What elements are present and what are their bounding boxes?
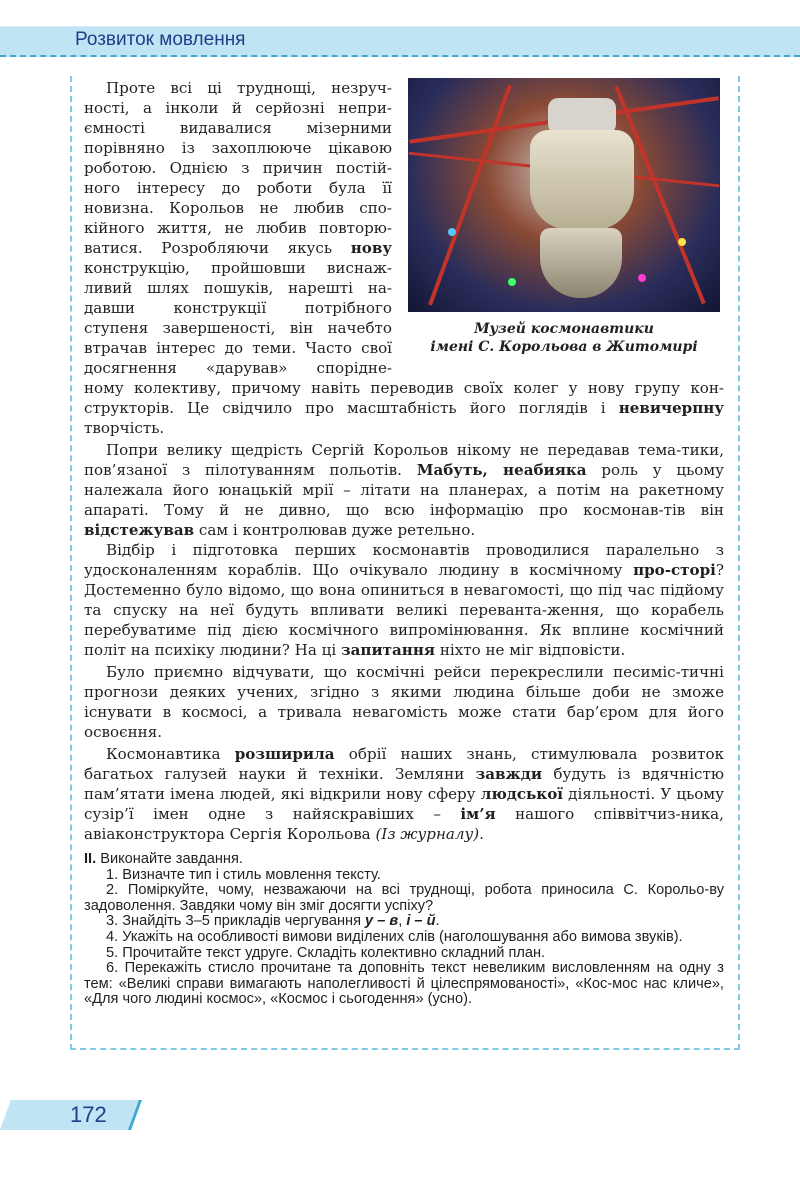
- museum-photo: [408, 78, 720, 312]
- task-item: 2. Поміркуйте, чому, незважаючи на всі труднощі, робота приносила С. Корольо-ву задоволення. Завдяки чому він зміг досягти успіху?: [84, 882, 724, 914]
- paragraph-1-continued: ному колективу, причому навіть переводив своїх колег у нову групу кон- структорів. Це свідчило про масштабність його поглядів і невичерпну творчість.: [84, 379, 724, 437]
- task-item: 5. Прочитайте текст удруге. Складіть колективно складний план.: [106, 944, 546, 961]
- task-heading: II. Виконайте завдання.: [84, 851, 243, 867]
- task-item: 1. Визначте тип і стиль мовлення тексту.: [106, 866, 381, 883]
- paragraph-1: Проте всі ці труднощі, незруч- ності, а інколи й серйозні непри- ємності видавалися мізерними порівняно із захоплюючe цікавою роботою. Однією з причин постій- ного інтересу до роботи була її новизна. Корольов не любив спо- кійного життя, не любив повторю- ватися. Розробляючи якусь нову конструкцію, пройшовши виснаж- ливий шлях пошуків, нарешті на- давши конструкції потрібного ступеня завершеності, він начебто втрачав інтерес до теми. Часто свої досягнення «дарував» споріднe-: [84, 79, 392, 377]
- task-item: 6. Перекажіть стисло прочитане та доповніть текст невеликим висловленням на одну з тем: «Великі справи вимагають наполегливості й цілеспрямованості», «Кос-мос нас кличе», «Для чого людині космос», «Космос і сьогодення» (усно).: [84, 960, 724, 1008]
- task-item: 3. Знайдіть 3–5 прикладів чергування у – в, і – й.: [106, 913, 440, 930]
- section-title: Розвиток мовлення: [75, 29, 246, 50]
- paragraph-4: Було приємно відчувати, що космічні рейси перекреслили песиміс-тичні прогнози деяких учених, згідно з якими людина більше доби не зможе існувати в космосі, а тривала невагомість може стати бар’єром для його освоєння.: [84, 663, 724, 741]
- paragraph-5: Космонавтика розширила обрії наших знань, стимулювала розвиток багатьох галузей науки й техніки. Земляни завжди будуть із вдячністю пам’ятати імена людей, які відкрили нову сферу людської діяльності. У цьому сузір’ї імен одне з найяскравіших – ім’я нашого співвітчиз-ника, авіаконструктора Сергія Корольова (Із журналу).: [84, 745, 725, 843]
- paragraph-2: Попри велику щедрість Сергій Корольов нікому не передавав тема-тики, пов’язаної з пілотуванням польотів. Мабуть, неабияка роль у цьому належала його юнацькій мрії – літати на планерах, а потім на ракетному апараті. Тому й не дивно, що всю інформацію про космонав-тів він відстежував сам і контролював дуже ретельно.: [84, 441, 724, 539]
- task-item: 4. Укажіть на особливості вимови виділених слів (наголошування або вимова звуків).: [106, 928, 683, 945]
- photo-caption: Музей космонавтики імені С. Корольова в Житомирі: [430, 321, 698, 355]
- task-list: [84, 852, 724, 1008]
- page-number: 172: [70, 1102, 107, 1127]
- paragraph-3: Відбір і підготовка перших космонавтів проводилися паралельно з удосконаленням кораблів. Що очікувало людину в космічному про-сторі? Достеменно було відомо, що вона опиниться в невагомості, що під час підйому та спуску на неї будуть впливати великі переванта-ження, що корабель перебуватиме під дією космічного випромінювання. Як вплине космічний політ на психіку людини? На ці запитання ніхто не міг відповісти.: [84, 541, 724, 659]
